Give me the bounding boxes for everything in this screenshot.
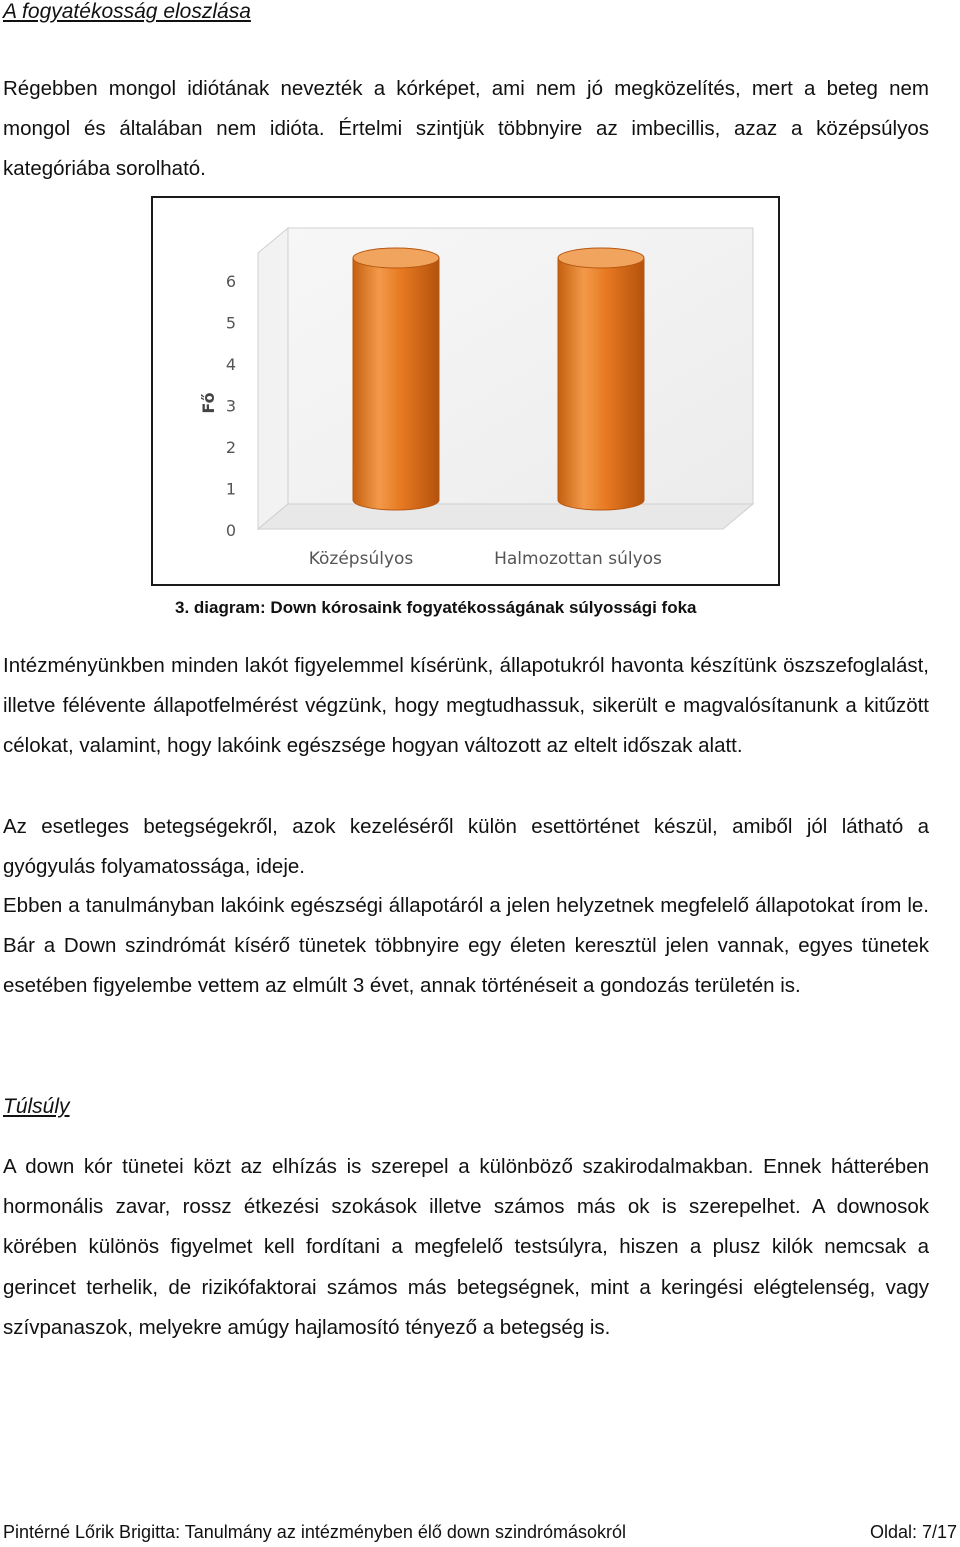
- x-axis-labels: [309, 549, 662, 569]
- footer-page-number: Oldal: 7/17: [869, 1522, 957, 1542]
- bar-cylinder: [558, 248, 644, 510]
- overweight-paragraph: A down kór tünetei közt az elhízás is szerepel a különböző szakirodalmakban. Ennek hátterében hormonális zavar, rossz étkezési szokások illetve számos más ok is szerepelhet. A downosok körében különös figyelmet kell fordítani a megfelelő testsúlyra, hiszen a plusz kilók nemcsak a gerincet terhelik, de rizikófaktorai számos más betegségnek, mint a keringési elégtelenség, vagy szívpanaszok, melyekre amúgy hajlamosító tényező a betegség is.: [3, 1155, 929, 1339]
- chart-plot-area: [258, 228, 753, 529]
- y-axis-title: Fő: [199, 392, 218, 414]
- body-paragraph-1: Intézményünkben minden lakót figyelemmel kísérünk, állapotukról havonta készítünk öszszefoglalást, illetve félévente állapotfelmérést végzünk, hogy megtudhassuk, sikerült e magvalósítanunk a kitűzött célokat, valamint, hogy lakóink egészsége hogyan változott az eltelt időszak alatt.: [3, 654, 929, 758]
- chart-side-wall: [258, 228, 288, 529]
- x-category-label: Középsúlyos: [308, 549, 414, 569]
- severity-bar-chart: [153, 198, 778, 584]
- section-heading-distribution: A fogyatékosság eloszlása: [3, 0, 251, 23]
- bar-top: [558, 248, 644, 268]
- y-tick-label: 1: [225, 479, 237, 499]
- y-tick-label: 3: [225, 396, 237, 416]
- intro-paragraph: Régebben mongol idiótának nevezték a kórképet, ami nem jó megközelítés, mert a beteg nem mongol és általában nem idióta. Értelmi szintjük többnyire az imbecillis, azaz a középsúlyos kategóriába sorolható.: [3, 77, 929, 181]
- chart-frame: [151, 196, 780, 586]
- y-tick-label: 5: [225, 313, 237, 333]
- y-tick-label: 4: [225, 355, 237, 374]
- section-heading-overweight: Túlsúly: [3, 1095, 70, 1118]
- chart-floor: [258, 504, 753, 529]
- y-tick-label: 0: [225, 521, 237, 540]
- footer-author-title: Pintérné Lőrik Brigitta: Tanulmány az intézményben élő down szindrómásokról: [3, 1522, 626, 1542]
- chart-caption: 3. diagram: Down kórosaink fogyatékosságának súlyossági foka: [175, 598, 697, 617]
- bar-top: [353, 248, 439, 268]
- bar-cylinder: [353, 248, 439, 510]
- y-axis-ticks: [226, 272, 236, 540]
- y-tick-label: 2: [225, 438, 237, 457]
- body-paragraph-2: Az esetleges betegségekről, azok kezeléséről külön esettörténet készül, amiből jól látható a gyógyulás folyamatossága, ideje.: [3, 815, 929, 879]
- body-paragraph-3: Ebben a tanulmányban lakóink egészségi állapotáról a jelen helyzetnek megfelelő állapotokat írom le. Bár a Down szindrómát kísérő tünetek többnyire egy életen keresztül jelen vannak, egyes tünetek esetében figyelembe vettem az elmúlt 3 évet, annak történéseit a gondozás területén is.: [3, 894, 929, 998]
- x-category-label: Halmozottan súlyos: [494, 549, 662, 569]
- bar-body: [353, 258, 439, 510]
- y-tick-label: 6: [225, 272, 237, 291]
- bar-body: [558, 258, 644, 510]
